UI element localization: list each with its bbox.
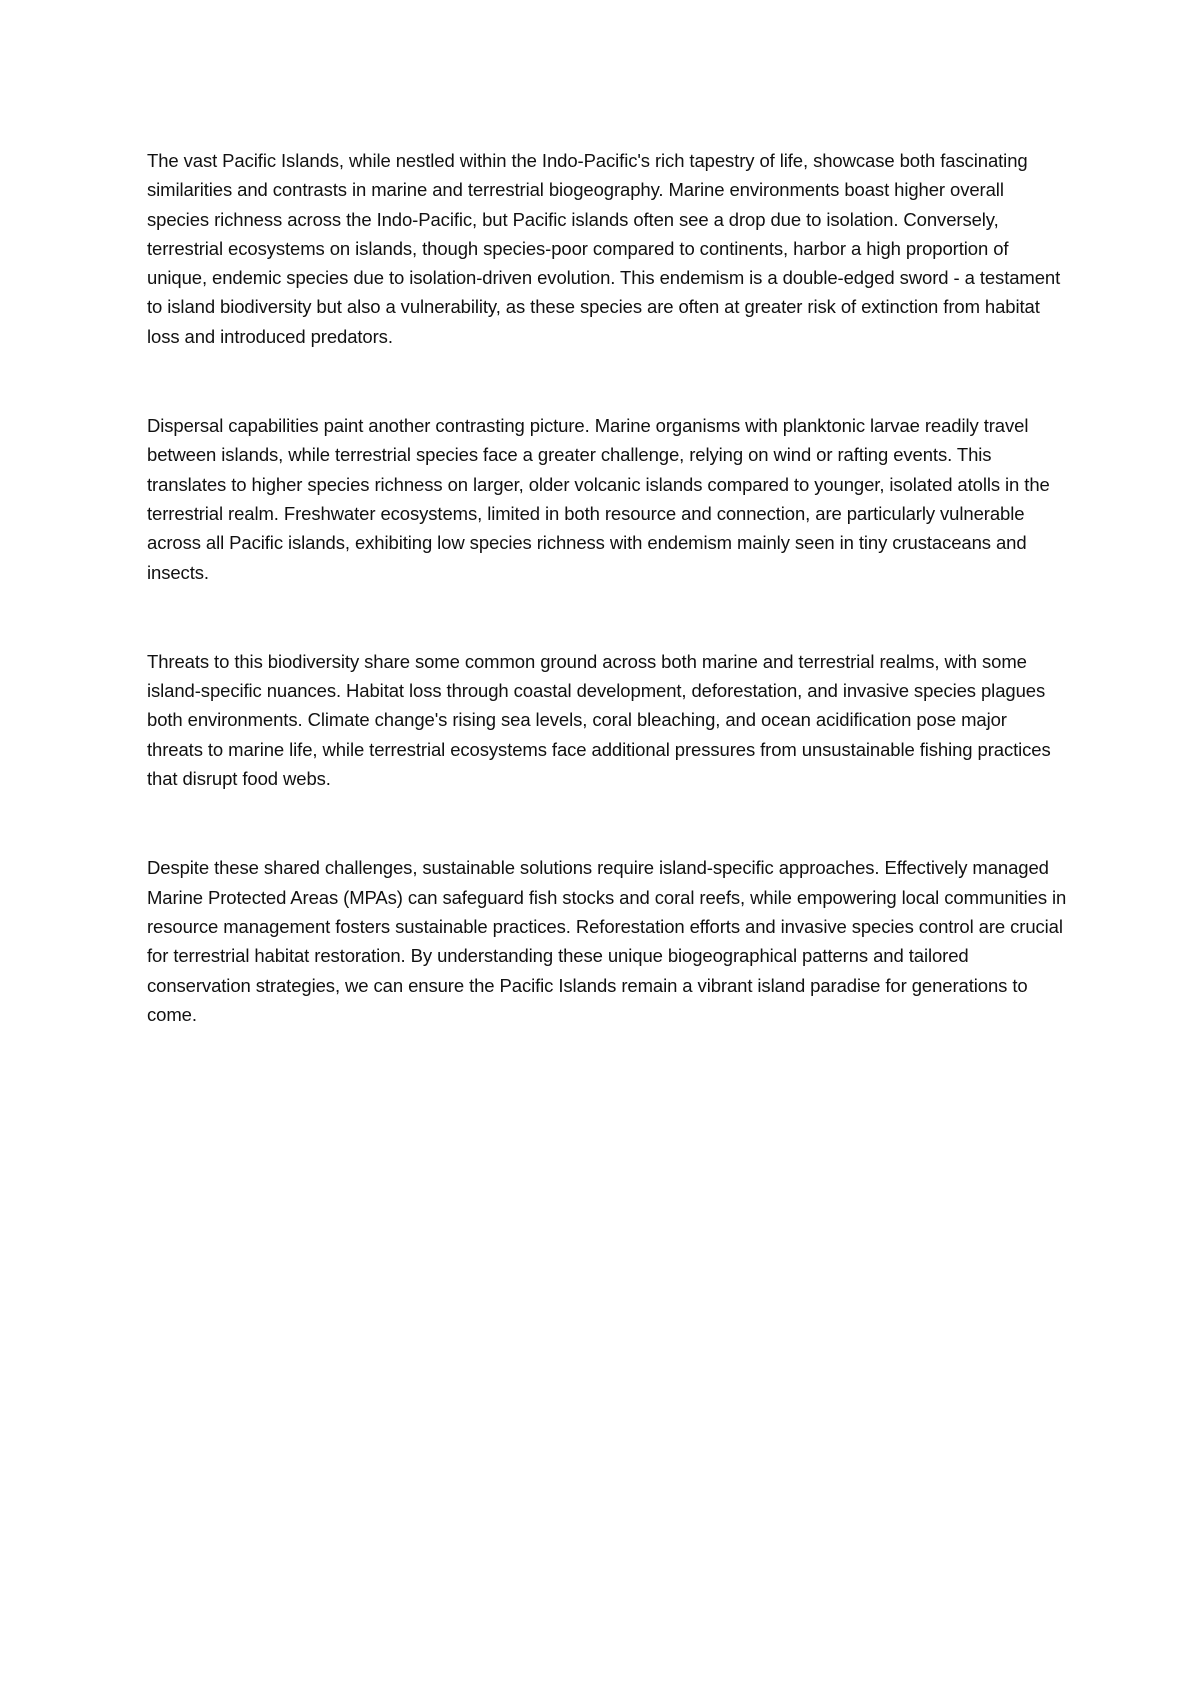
document-body <box>147 146 1067 1089</box>
paragraph-3: Threats to this biodiversity share some common ground across both marine and terrestrial realms, with some island-specific nuances. Habitat loss through coastal development, deforestation, and invasive species plagues both environments. Climate change's rising sea levels, coral bleaching, and ocean acidification pose major threats to marine life, while terrestrial ecosystems face additional pressures from unsustainable fishing practices that disrupt food webs. <box>147 650 1051 790</box>
paragraph-4: Despite these shared challenges, sustainable solutions require island-specific approaches. Effectively managed Marine Protected Areas (MPAs) can safeguard fish stocks and coral reefs, while empowering local communities in resource management fosters sustainable practices. Reforestation efforts and invasive species control are crucial for terrestrial habitat restoration. By understanding these unique biogeographical patterns and tailored conservation strategies, we can ensure the Pacific Islands remain a vibrant island paradise for generations to come. <box>147 857 1067 1025</box>
paragraph-1: The vast Pacific Islands, while nestled within the Indo-Pacific's rich tapestry of life, showcase both fascinating similarities and contrasts in marine and terrestrial biogeography. Marine environments boast higher overall species richness across the Indo-Pacific, but Pacific islands often see a drop due to isolation. Conversely, terrestrial ecosystems on islands, though species-poor compared to continents, harbor a high proportion of unique, endemic species due to isolation-driven evolution. This endemism is a double-edged sword - a testament to island biodiversity but also a vulnerability, as these species are often at greater risk of extinction from habitat loss and introduced predators. <box>147 150 1061 347</box>
paragraph-2: Dispersal capabilities paint another contrasting picture. Marine organisms with planktonic larvae readily travel between islands, while terrestrial species face a greater challenge, relying on wind or rafting events. This translates to higher species richness on larger, older volcanic islands compared to younger, isolated atolls in the terrestrial realm. Freshwater ecosystems, limited in both resource and connection, are particularly vulnerable across all Pacific islands, exhibiting low species richness with endemism mainly seen in tiny crustaceans and insects. <box>147 415 1050 583</box>
